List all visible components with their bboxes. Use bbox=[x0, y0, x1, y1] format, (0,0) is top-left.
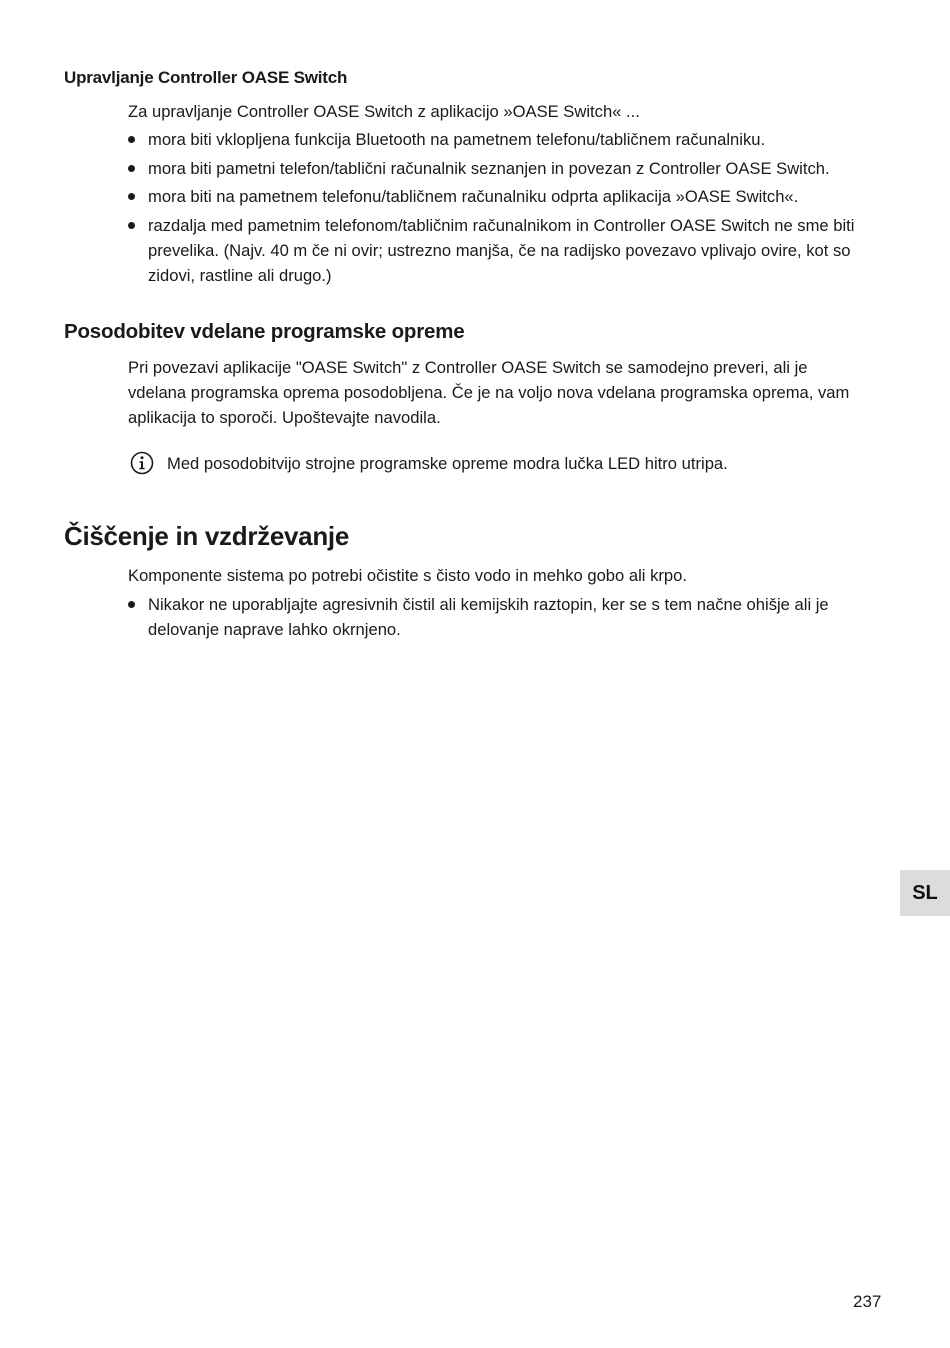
list-item: mora biti na pametnem telefonu/tabličnem računalniku odprta aplikacija »OASE Switch«. bbox=[128, 184, 888, 209]
control-bullet-list bbox=[128, 127, 888, 291]
info-note-text: Med posodobitvijo strojne programske opreme modra lučka LED hitro utripa. bbox=[167, 454, 728, 473]
cleaning-bullet-list bbox=[128, 592, 888, 646]
list-item: mora biti pametni telefon/tablični računalnik seznanjen in povezan z Controller OASE Switch. bbox=[128, 156, 888, 181]
section-heading-firmware: Posodobitev vdelane programske opreme bbox=[64, 320, 465, 343]
section-heading-control: Upravljanje Controller OASE Switch bbox=[64, 68, 348, 87]
list-item: Nikakor ne uporabljajte agresivnih čistil ali kemijskih raztopin, ker se s tem načne ohišje ali je delovanje naprave lahko okrnjeno. bbox=[128, 592, 888, 642]
list-item: mora biti vklopljena funkcija Bluetooth na pametnem telefonu/tabličnem računalniku. bbox=[128, 127, 888, 152]
control-intro: Za upravljanje Controller OASE Switch z aplikacijo »OASE Switch« ... bbox=[128, 102, 640, 121]
section-heading-cleaning: Čiščenje in vzdrževanje bbox=[64, 521, 350, 551]
firmware-paragraph: Pri povezavi aplikacije "OASE Switch" z Controller OASE Switch se samodejno preveri, ali je vdelana programska oprema posodobljena. Če je na voljo nova vdelana programska oprema, vam aplikacija to sporoči. Upoštevajte navodila. bbox=[128, 358, 850, 427]
info-icon bbox=[130, 451, 154, 475]
language-tab: SL bbox=[900, 870, 950, 916]
info-note bbox=[130, 451, 870, 477]
list-item: razdalja med pametnim telefonom/tabličnim računalnikom in Controller OASE Switch ne sme biti prevelika. (Najv. 40 m če ni ovir; ustrezno manjša, če na radijsko povezavo vplivajo ovire, kot so zidovi, rastline ali drugo.) bbox=[128, 213, 888, 288]
page-number: 237 bbox=[853, 1292, 882, 1311]
cleaning-intro: Komponente sistema po potrebi očistite s čisto vodo in mehko gobo ali krpo. bbox=[128, 566, 687, 585]
